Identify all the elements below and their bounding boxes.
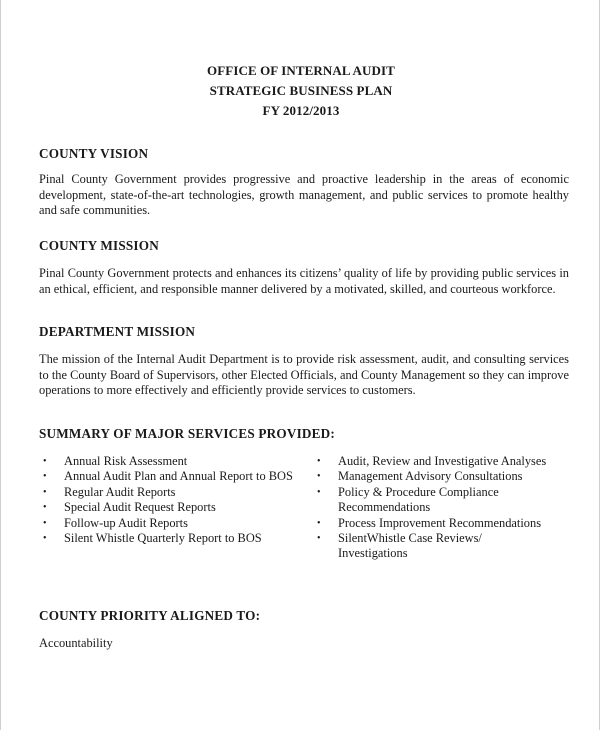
bullet-icon: •	[43, 486, 47, 498]
bullet-icon: •	[43, 471, 47, 483]
list-item: • Audit, Review and Investigative Analyses	[317, 454, 547, 468]
list-item: • Special Audit Request Reports	[43, 500, 216, 515]
list-item: • Follow-up Audit Reports	[43, 515, 188, 530]
bullet-icon: •	[43, 502, 47, 514]
bullet-icon: •	[317, 533, 321, 545]
services-heading: SUMMARY OF MAJOR SERVICES PROVIDED:	[39, 426, 335, 441]
bullet-icon: •	[317, 471, 321, 483]
title-plan: STRATEGIC BUSINESS PLAN	[209, 83, 393, 98]
bullet-icon: •	[43, 533, 47, 545]
vision-text: Pinal County Government provides progressive and proactive leadership in the areas of economic development, state-of-the-art technologies, growth management, and public services to promote healthy and safe communities.	[39, 172, 569, 217]
title-office: OFFICE OF INTERNAL AUDIT	[207, 63, 395, 78]
list-item: • Annual Audit Plan and Annual Report to BOS	[43, 469, 293, 484]
list-item: • Regular Audit Reports	[43, 484, 176, 499]
list-item: • Policy & Procedure Compliance Recommendations	[317, 484, 499, 515]
list-item: • SilentWhistle Case Reviews/ Investigations	[317, 531, 482, 561]
bullet-icon: •	[317, 486, 321, 498]
priority-text: Accountability	[39, 636, 113, 650]
mission-heading: COUNTY MISSION	[39, 238, 159, 253]
vision-heading: COUNTY VISION	[39, 146, 149, 161]
services-list-left	[43, 454, 303, 546]
document-title	[1, 61, 600, 121]
bullet-icon: •	[317, 456, 321, 467]
title-fiscal-year: FY 2012/2013	[262, 103, 340, 118]
mission-text: Pinal County Government protects and enhances its citizens’ quality of life by providing public services in an ethical, efficient, and responsible manner delivered by a motivated, skilled, and courteous workforce.	[39, 266, 569, 296]
list-item: • Management Advisory Consultations	[317, 469, 523, 484]
list-item: • Annual Risk Assessment	[43, 454, 188, 468]
list-item: • Silent Whistle Quarterly Report to BOS	[43, 531, 262, 546]
bullet-icon: •	[43, 456, 47, 467]
bullet-icon: •	[43, 517, 47, 529]
services-list-right	[317, 454, 567, 562]
bullet-icon: •	[317, 517, 321, 529]
list-item: • Process Improvement Recommendations	[317, 515, 542, 530]
priority-heading: COUNTY PRIORITY ALIGNED TO:	[39, 608, 261, 623]
dept-mission-heading: DEPARTMENT MISSION	[39, 324, 196, 339]
dept-mission-text: The mission of the Internal Audit Department is to provide risk assessment, audit, and consulting services to the County Board of Supervisors, other Elected Officials, and County Management so they can improve operations to more effectively and efficiently provide services to customers.	[39, 352, 569, 397]
